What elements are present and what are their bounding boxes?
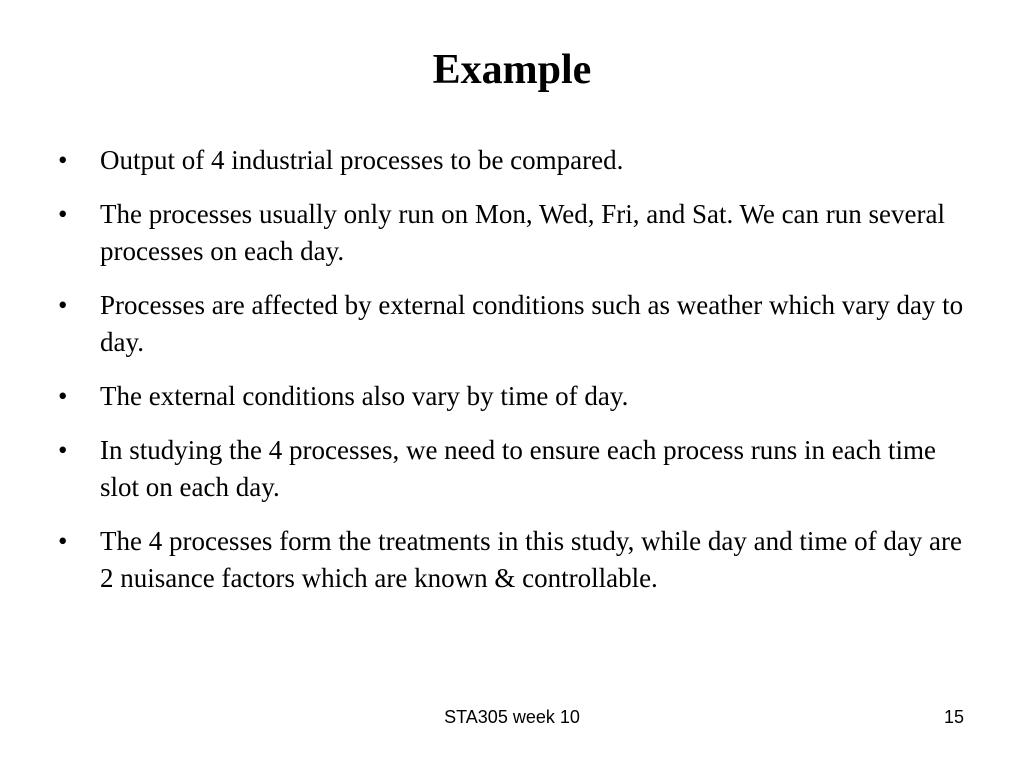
bullet-list xyxy=(58,142,968,614)
bullet-dot-icon: • xyxy=(58,290,68,320)
bullet-item xyxy=(58,142,968,179)
bullet-item xyxy=(58,196,968,270)
footer-page-number: 15 xyxy=(943,707,964,727)
bullet-text: Processes are affected by external conditions such as weather which vary day to day. xyxy=(100,290,964,357)
bullet-text: Output of 4 industrial processes to be compared. xyxy=(100,145,624,175)
bullet-item xyxy=(58,432,968,506)
bullet-item xyxy=(58,378,968,415)
bullet-item xyxy=(58,523,968,597)
slide-title: Example xyxy=(432,47,592,93)
bullet-text: The processes usually only run on Mon, Wed, Fri, and Sat. We can run several processes on each day. xyxy=(100,199,945,266)
bullet-text: In studying the 4 processes, we need to ensure each process runs in each time slot on each day. xyxy=(100,435,936,502)
bullet-dot-icon: • xyxy=(58,381,68,411)
bullet-text: The 4 processes form the treatments in this study, while day and time of day are 2 nuisance factors which are known & controllable. xyxy=(100,526,963,593)
bullet-dot-icon: • xyxy=(58,199,68,229)
bullet-dot-icon: • xyxy=(58,145,68,175)
footer-course-label: STA305 week 10 xyxy=(444,707,580,727)
bullet-dot-icon: • xyxy=(58,526,68,556)
bullet-text: The external conditions also vary by time of day. xyxy=(100,381,629,411)
bullet-item xyxy=(58,287,968,361)
bullet-dot-icon: • xyxy=(58,435,68,465)
